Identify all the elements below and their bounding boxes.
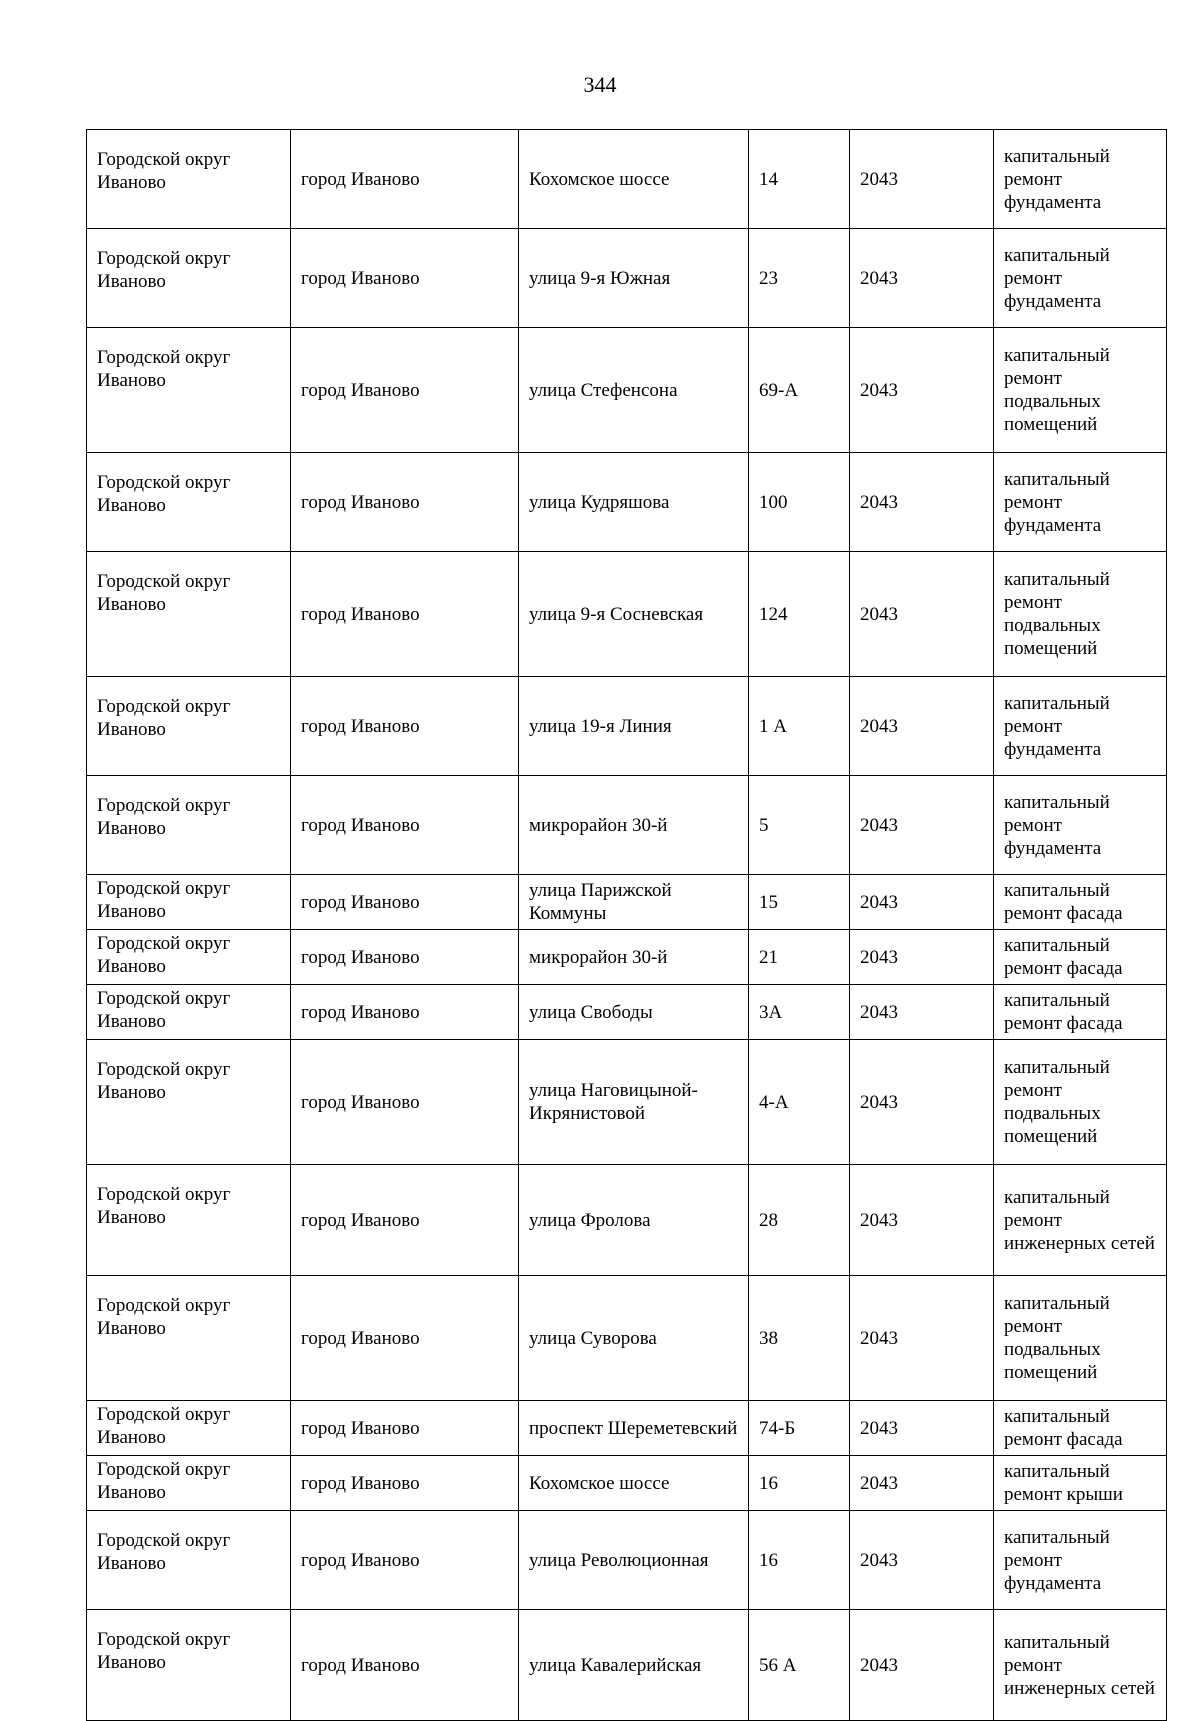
year-cell: 2043 bbox=[850, 985, 994, 1040]
house-cell: 3А bbox=[749, 985, 850, 1040]
district-cell: Городской округ Иваново bbox=[87, 1456, 291, 1511]
district-cell: Городской округ Иваново bbox=[87, 1610, 291, 1721]
house-cell: 21 bbox=[749, 930, 850, 985]
table-row bbox=[87, 130, 1167, 229]
street-cell: Кохомское шоссе bbox=[519, 130, 749, 229]
work-cell: капитальный ремонт инженерных сетей bbox=[994, 1165, 1167, 1276]
street-cell: улица Парижской Коммуны bbox=[519, 875, 749, 930]
street-cell: улица Свободы bbox=[519, 985, 749, 1040]
house-cell: 5 bbox=[749, 776, 850, 875]
city-cell: город Иваново bbox=[291, 328, 519, 453]
city-cell: город Иваново bbox=[291, 1511, 519, 1610]
work-cell: капитальный ремонт фасада bbox=[994, 985, 1167, 1040]
street-cell: проспект Шереметевский bbox=[519, 1401, 749, 1456]
street-cell: улица Наговицыной-Икрянистовой bbox=[519, 1040, 749, 1165]
work-cell: капитальный ремонт фундамента bbox=[994, 229, 1167, 328]
city-cell: город Иваново bbox=[291, 1276, 519, 1401]
street-cell: микрорайон 30-й bbox=[519, 930, 749, 985]
city-cell: город Иваново bbox=[291, 1040, 519, 1165]
work-cell: капитальный ремонт подвальных помещений bbox=[994, 1040, 1167, 1165]
district-cell: Городской округ Иваново bbox=[87, 130, 291, 229]
year-cell: 2043 bbox=[850, 1165, 994, 1276]
work-cell: капитальный ремонт подвальных помещений bbox=[994, 552, 1167, 677]
year-cell: 2043 bbox=[850, 1456, 994, 1511]
district-cell: Городской округ Иваново bbox=[87, 552, 291, 677]
street-cell: улица 19-я Линия bbox=[519, 677, 749, 776]
city-cell: город Иваново bbox=[291, 776, 519, 875]
street-cell: улица 9-я Южная bbox=[519, 229, 749, 328]
table-row bbox=[87, 985, 1167, 1040]
table-row bbox=[87, 1401, 1167, 1456]
house-cell: 28 bbox=[749, 1165, 850, 1276]
street-cell: улица Кудряшова bbox=[519, 453, 749, 552]
city-cell: город Иваново bbox=[291, 875, 519, 930]
table-row bbox=[87, 229, 1167, 328]
city-cell: город Иваново bbox=[291, 1456, 519, 1511]
house-cell: 100 bbox=[749, 453, 850, 552]
house-cell: 16 bbox=[749, 1456, 850, 1511]
city-cell: город Иваново bbox=[291, 1165, 519, 1276]
house-cell: 15 bbox=[749, 875, 850, 930]
table-row bbox=[87, 1040, 1167, 1165]
house-cell: 23 bbox=[749, 229, 850, 328]
house-cell: 56 А bbox=[749, 1610, 850, 1721]
year-cell: 2043 bbox=[850, 453, 994, 552]
street-cell: Кохомское шоссе bbox=[519, 1456, 749, 1511]
year-cell: 2043 bbox=[850, 229, 994, 328]
year-cell: 2043 bbox=[850, 328, 994, 453]
city-cell: город Иваново bbox=[291, 930, 519, 985]
street-cell: улица Фролова bbox=[519, 1165, 749, 1276]
district-cell: Городской округ Иваново bbox=[87, 1040, 291, 1165]
district-cell: Городской округ Иваново bbox=[87, 776, 291, 875]
table-row bbox=[87, 776, 1167, 875]
table-row bbox=[87, 677, 1167, 776]
house-cell: 124 bbox=[749, 552, 850, 677]
district-cell: Городской округ Иваново bbox=[87, 985, 291, 1040]
year-cell: 2043 bbox=[850, 552, 994, 677]
work-cell: капитальный ремонт фундамента bbox=[994, 776, 1167, 875]
house-cell: 16 bbox=[749, 1511, 850, 1610]
street-cell: микрорайон 30-й bbox=[519, 776, 749, 875]
district-cell: Городской округ Иваново bbox=[87, 1165, 291, 1276]
year-cell: 2043 bbox=[850, 930, 994, 985]
table-row bbox=[87, 328, 1167, 453]
table-row bbox=[87, 453, 1167, 552]
table-row bbox=[87, 1276, 1167, 1401]
table-row bbox=[87, 875, 1167, 930]
city-cell: город Иваново bbox=[291, 1610, 519, 1721]
work-cell: капитальный ремонт фундамента bbox=[994, 453, 1167, 552]
city-cell: город Иваново bbox=[291, 677, 519, 776]
work-cell: капитальный ремонт фундамента bbox=[994, 1511, 1167, 1610]
work-cell: капитальный ремонт фасада bbox=[994, 875, 1167, 930]
table-row bbox=[87, 1511, 1167, 1610]
work-cell: капитальный ремонт фасада bbox=[994, 930, 1167, 985]
house-cell: 4-А bbox=[749, 1040, 850, 1165]
work-cell: капитальный ремонт крыши bbox=[994, 1456, 1167, 1511]
table-row bbox=[87, 1456, 1167, 1511]
year-cell: 2043 bbox=[850, 1401, 994, 1456]
street-cell: улица Кавалерийская bbox=[519, 1610, 749, 1721]
district-cell: Городской округ Иваново bbox=[87, 229, 291, 328]
city-cell: город Иваново bbox=[291, 130, 519, 229]
house-cell: 14 bbox=[749, 130, 850, 229]
year-cell: 2043 bbox=[850, 1511, 994, 1610]
work-cell: капитальный ремонт подвальных помещений bbox=[994, 1276, 1167, 1401]
work-cell: капитальный ремонт инженерных сетей bbox=[994, 1610, 1167, 1721]
table-row bbox=[87, 552, 1167, 677]
page-number: 344 bbox=[583, 72, 617, 97]
district-cell: Городской округ Иваново bbox=[87, 328, 291, 453]
table-row bbox=[87, 1165, 1167, 1276]
district-cell: Городской округ Иваново bbox=[87, 875, 291, 930]
house-cell: 38 bbox=[749, 1276, 850, 1401]
year-cell: 2043 bbox=[850, 130, 994, 229]
city-cell: город Иваново bbox=[291, 1401, 519, 1456]
year-cell: 2043 bbox=[850, 677, 994, 776]
work-cell: капитальный ремонт фундамента bbox=[994, 130, 1167, 229]
year-cell: 2043 bbox=[850, 1276, 994, 1401]
street-cell: улица 9-я Сосневская bbox=[519, 552, 749, 677]
street-cell: улица Революционная bbox=[519, 1511, 749, 1610]
repair-schedule-table bbox=[86, 129, 1167, 1721]
house-cell: 1 А bbox=[749, 677, 850, 776]
street-cell: улица Стефенсона bbox=[519, 328, 749, 453]
city-cell: город Иваново bbox=[291, 985, 519, 1040]
district-cell: Городской округ Иваново bbox=[87, 1401, 291, 1456]
table-row bbox=[87, 930, 1167, 985]
district-cell: Городской округ Иваново bbox=[87, 677, 291, 776]
district-cell: Городской округ Иваново bbox=[87, 1276, 291, 1401]
city-cell: город Иваново bbox=[291, 552, 519, 677]
year-cell: 2043 bbox=[850, 1040, 994, 1165]
city-cell: город Иваново bbox=[291, 229, 519, 328]
house-cell: 74-Б bbox=[749, 1401, 850, 1456]
year-cell: 2043 bbox=[850, 776, 994, 875]
work-cell: капитальный ремонт фасада bbox=[994, 1401, 1167, 1456]
house-cell: 69-А bbox=[749, 328, 850, 453]
work-cell: капитальный ремонт фундамента bbox=[994, 677, 1167, 776]
district-cell: Городской округ Иваново bbox=[87, 930, 291, 985]
city-cell: город Иваново bbox=[291, 453, 519, 552]
year-cell: 2043 bbox=[850, 875, 994, 930]
street-cell: улица Суворова bbox=[519, 1276, 749, 1401]
table-row bbox=[87, 1610, 1167, 1721]
work-cell: капитальный ремонт подвальных помещений bbox=[994, 328, 1167, 453]
year-cell: 2043 bbox=[850, 1610, 994, 1721]
district-cell: Городской округ Иваново bbox=[87, 1511, 291, 1610]
district-cell: Городской округ Иваново bbox=[87, 453, 291, 552]
